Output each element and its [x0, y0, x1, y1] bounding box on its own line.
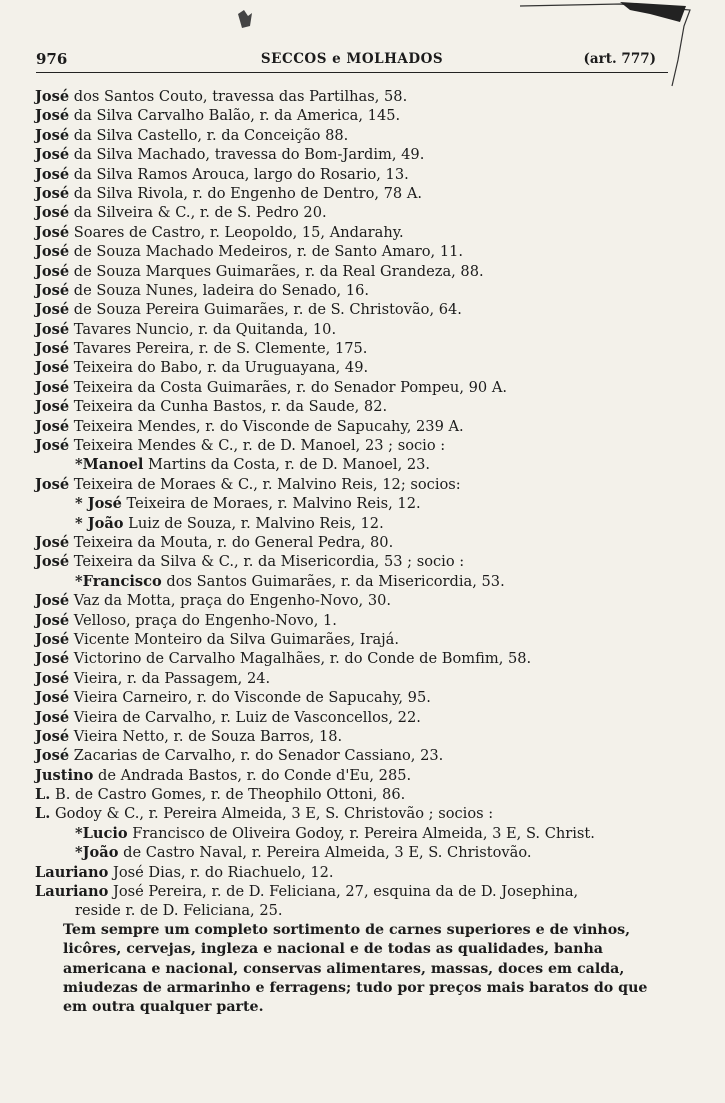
- entry-name: José: [35, 553, 70, 571]
- entry-details: Vieira Carneiro, r. do Visconde de Sapucahy, 95.: [69, 689, 431, 707]
- entry-name: *Francisco: [75, 572, 162, 590]
- directory-entry: [35, 591, 685, 610]
- entry-details: da Silva Ramos Arouca, largo do Rosario, 13.: [69, 165, 409, 183]
- entry-details: Soares de Castro, r. Leopoldo, 15, Andarahy.: [69, 223, 404, 241]
- entry-name: L.: [35, 805, 51, 823]
- entry-details: Godoy & C., r. Pereira Almeida, 3 E, S. Christovão ; socios :: [50, 805, 494, 823]
- entry-details: B. de Castro Gomes, r. de Theophilo Ottoni, 86.: [50, 786, 406, 804]
- entry-details: da Silva Rivola, r. do Engenho de Dentro, 78 A.: [69, 184, 423, 202]
- entry-name: José: [35, 359, 70, 377]
- running-title: SECCOS e MOLHADOS: [260, 51, 444, 67]
- entry-details: de Souza Pereira Guimarães, r. de S. Christovão, 64.: [69, 301, 462, 319]
- entry-name: José: [35, 475, 70, 493]
- entry-name: José: [35, 669, 70, 687]
- directory-entry: [35, 475, 685, 494]
- entry-details: Teixeira da Silva & C., r. da Misericordia, 53 ; socio :: [69, 553, 465, 571]
- entry-name: José: [35, 398, 70, 416]
- directory-entry: [35, 455, 685, 474]
- directory-entry: [35, 649, 685, 668]
- advert-line: americana e nacional, conservas alimentares, massas, doces em calda,: [63, 960, 625, 977]
- entry-name: José: [35, 689, 70, 707]
- directory-entry: [35, 262, 685, 281]
- entry-details: de Souza Marques Guimarães, r. da Real Grandeza, 88.: [69, 262, 484, 280]
- entry-details: de Castro Naval, r. Pereira Almeida, 3 E, S. Christovão.: [118, 844, 532, 862]
- entry-name: José: [35, 747, 70, 765]
- entry-details: Vicente Monteiro da Silva Guimarães, Irajá.: [69, 630, 400, 648]
- directory-entry: [35, 804, 685, 823]
- advert-line: miudezas de armarinho e ferragens; tudo por preços mais baratos do que: [63, 979, 648, 996]
- entry-details: Teixeira de Moraes & C., r. Malvino Reis, 12; socios:: [69, 475, 461, 493]
- entry-details: dos Santos Guimarães, r. da Misericordia, 53.: [161, 572, 505, 590]
- directory-entry: [35, 785, 685, 804]
- entry-details: Teixeira da Mouta, r. do General Pedra, 80.: [69, 533, 394, 551]
- entry-name: José: [35, 611, 70, 629]
- directory-listing: [35, 87, 685, 1018]
- entry-details: Martins da Costa, r. de D. Manoel, 23.: [143, 456, 431, 474]
- entry-name: José: [35, 146, 70, 164]
- directory-entry: [35, 901, 685, 920]
- entry-name: José: [35, 184, 70, 202]
- directory-entry: [35, 688, 685, 707]
- article-reference: (art. 777): [583, 51, 656, 67]
- entry-details: de Souza Nunes, ladeira do Senado, 16.: [69, 281, 370, 299]
- directory-entry: [35, 165, 685, 184]
- entry-name: José: [35, 650, 70, 668]
- directory-entry: [35, 611, 685, 630]
- entry-name: Justino: [35, 766, 94, 784]
- entry-name: José: [35, 301, 70, 319]
- entry-name: José: [35, 727, 70, 745]
- entry-details: da Silva Machado, travessa do Bom-Jardim, 49.: [69, 146, 425, 164]
- directory-entry: [35, 533, 685, 552]
- directory-entry: [35, 339, 685, 358]
- entry-name: José: [35, 88, 70, 105]
- entry-name: *Lucio: [75, 824, 128, 842]
- directory-entry: [35, 727, 685, 746]
- entry-name: José: [35, 165, 70, 183]
- directory-entry: [35, 281, 685, 300]
- entry-name: José: [35, 223, 70, 241]
- entry-details: Teixeira Mendes, r. do Visconde de Sapucahy, 239 A.: [69, 417, 464, 435]
- advert-line: em outra qualquer parte.: [63, 999, 264, 1016]
- entry-name: José: [35, 281, 70, 299]
- advert-line: Tem sempre um completo sortimento de carnes superiores e de vinhos,: [63, 921, 631, 938]
- entry-name: José: [35, 126, 70, 144]
- entry-details: dos Santos Couto, travessa das Partilhas, 58.: [69, 88, 408, 105]
- entry-name: José: [35, 437, 70, 455]
- page-number: 976: [36, 50, 68, 68]
- entry-details: Vieira de Carvalho, r. Luiz de Vasconcellos, 22.: [69, 708, 421, 726]
- entry-details: Teixeira do Babo, r. da Uruguayana, 49.: [69, 359, 369, 377]
- entry-name: * José: [75, 495, 122, 513]
- entry-name: José: [35, 708, 70, 726]
- entry-name: José: [35, 533, 70, 551]
- entry-details: José Pereira, r. de D. Feliciana, 27, esquina da de D. Josephina,: [108, 883, 579, 901]
- entry-details: da Silva Carvalho Balão, r. da America, 145.: [69, 107, 401, 125]
- directory-entry: [35, 882, 685, 901]
- directory-entry: [35, 746, 685, 765]
- directory-entry: [35, 242, 685, 261]
- directory-entry: [35, 203, 685, 222]
- entry-details: Vaz da Motta, praça do Engenho-Novo, 30.: [69, 592, 392, 610]
- torn-corner: [500, 0, 725, 90]
- directory-entry: [35, 552, 685, 571]
- directory-entry: [35, 669, 685, 688]
- entry-details: de Andrada Bastos, r. do Conde d'Eu, 285.: [93, 766, 412, 784]
- directory-entry: [35, 300, 685, 319]
- directory-entry: [35, 87, 685, 106]
- entry-details: Tavares Pereira, r. de S. Clemente, 175.: [69, 340, 368, 358]
- entry-details: Teixeira da Costa Guimarães, r. do Senador Pompeu, 90 A.: [69, 378, 507, 396]
- entry-details: da Silveira & C., r. de S. Pedro 20.: [69, 204, 327, 222]
- entry-name: José: [35, 592, 70, 610]
- entry-details: Teixeira da Cunha Bastos, r. da Saude, 82.: [69, 398, 388, 416]
- directory-entry: [35, 378, 685, 397]
- entry-details: Luiz de Souza, r. Malvino Reis, 12.: [123, 514, 384, 532]
- entry-details: José Dias, r. do Riachuelo, 12.: [108, 863, 334, 881]
- directory-entry: [35, 436, 685, 455]
- entry-name: *João: [75, 844, 119, 862]
- entry-list: [35, 87, 685, 921]
- directory-entry: [35, 843, 685, 862]
- entry-name: José: [35, 378, 70, 396]
- directory-entry: [35, 106, 685, 125]
- entry-name: Lauriano: [35, 883, 109, 901]
- entry-details: reside r. de D. Feliciana, 25.: [75, 902, 283, 920]
- entry-name: José: [35, 630, 70, 648]
- entry-name: Lauriano: [35, 863, 109, 881]
- ink-smudge: [230, 0, 260, 40]
- directory-entry: [35, 708, 685, 727]
- entry-details: Vieira Netto, r. de Souza Barros, 18.: [69, 727, 343, 745]
- entry-details: Teixeira Mendes & C., r. de D. Manoel, 23 ; socio :: [69, 437, 446, 455]
- entry-name: José: [35, 204, 70, 222]
- directory-entry: [35, 126, 685, 145]
- entry-details: Francisco de Oliveira Godoy, r. Pereira Almeida, 3 E, S. Christ.: [127, 824, 595, 842]
- directory-entry: [35, 824, 685, 843]
- directory-entry: [35, 766, 685, 785]
- directory-entry: [35, 494, 685, 513]
- entry-name: José: [35, 107, 70, 125]
- directory-entry: [35, 514, 685, 533]
- entry-name: José: [35, 340, 70, 358]
- directory-entry: [35, 184, 685, 203]
- entry-details: Zacarias de Carvalho, r. do Senador Cassiano, 23.: [69, 747, 444, 765]
- directory-entry: [35, 397, 685, 416]
- entry-details: Vieira, r. da Passagem, 24.: [69, 669, 271, 687]
- entry-details: Velloso, praça do Engenho-Novo, 1.: [69, 611, 337, 629]
- directory-entry: [35, 145, 685, 164]
- directory-entry: [35, 320, 685, 339]
- advertisement: [35, 921, 685, 1018]
- entry-name: L.: [35, 786, 51, 804]
- entry-name: José: [35, 262, 70, 280]
- entry-name: * João: [75, 514, 124, 532]
- entry-details: de Souza Machado Medeiros, r. de Santo Amaro, 11.: [69, 243, 464, 261]
- entry-name: José: [35, 417, 70, 435]
- entry-details: Tavares Nuncio, r. da Quitanda, 10.: [69, 320, 337, 338]
- entry-name: José: [35, 243, 70, 261]
- page-header: [36, 46, 668, 73]
- directory-entry: [35, 223, 685, 242]
- entry-details: Teixeira de Moraes, r. Malvino Reis, 12.: [121, 495, 421, 513]
- directory-entry: [35, 417, 685, 436]
- entry-name: *Manoel: [75, 456, 144, 474]
- directory-entry: [35, 863, 685, 882]
- entry-details: da Silva Castello, r. da Conceição 88.: [69, 126, 349, 144]
- entry-details: Victorino de Carvalho Magalhães, r. do Conde de Bomfim, 58.: [69, 650, 532, 668]
- directory-entry: [35, 572, 685, 591]
- entry-name: José: [35, 320, 70, 338]
- directory-entry: [35, 358, 685, 377]
- advert-line: licôres, cervejas, ingleza e nacional e de todas as qualidades, banha: [63, 941, 603, 958]
- directory-entry: [35, 630, 685, 649]
